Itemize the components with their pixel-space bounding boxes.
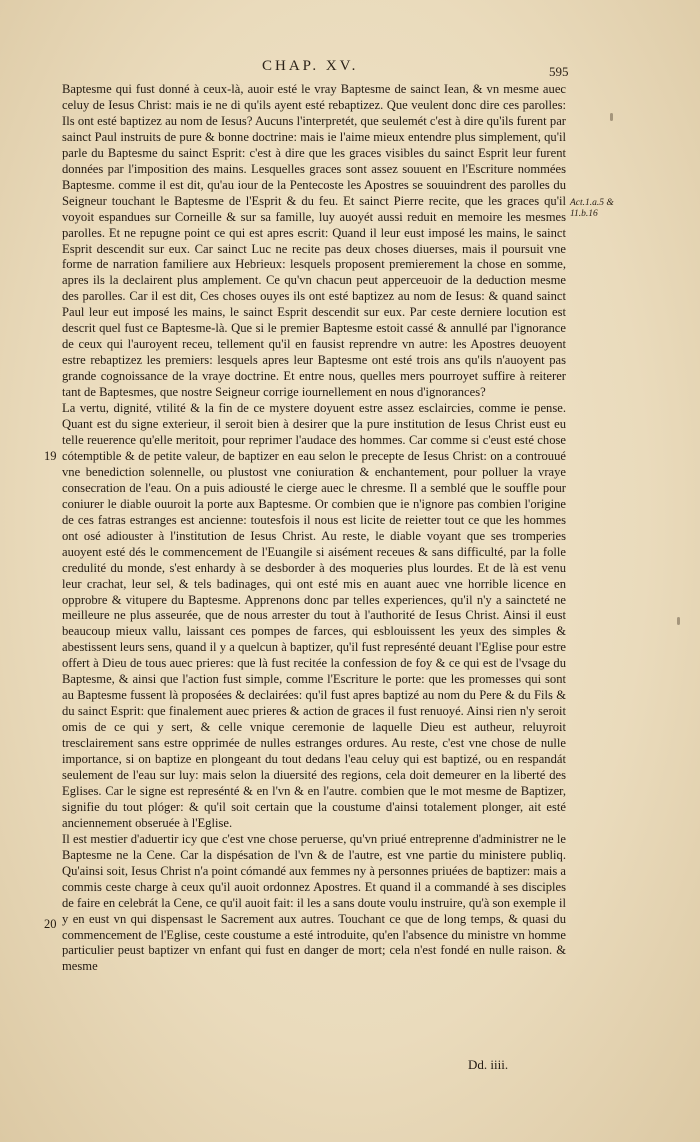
signature-mark: Dd. iiii. — [468, 1057, 509, 1072]
paragraph-3: Il est mestier d'aduertir icy que c'est vne chose peruerse, qu'vn priué entreprenne d'administrer ne le Baptesme ne la Cene. Car la dispésation de l'vn & de l'autre, est vne partie du ministere publiq. Qu'ainsi soit, Iesus Christ n'a point cómandé aux femmes ny à personnes priuées de baptizer: mais a commis ceste charge à ceux qu'il auoit ordonnez Apostres. Et quand il a commandé à ses disciples de faire en celebrát la Cene, ce qu'il auoit fait: il les a sans doute voulu instruire, qu'à son exemple il y en eust vn qui dispensast le Sacrement aux autres. Touchant ce que de long temps, & quasi du commencement de l'Eglise, ceste coustume a esté introduite, qu'en l'absence du ministre vn homme particulier peust baptizer vn enfant qui fust en danger de mort; cela n'est fondé en nulle raison. & mesme — [62, 831, 566, 974]
margin-reference: Act.1.a.5 & 11.b.16 — [570, 198, 614, 219]
margin-blemish — [677, 617, 680, 625]
paragraph-2: La vertu, dignité, vtilité & la fin de ce mystere doyuent estre assez esclaircies, comme ie pense. Quant est du signe exterieur, il seroit bien à desirer que la pure institution de Iesus Christ eust eu telle reuerence qu'elle meritoit, pour reprimer l'audace des hommes. Car comme si c'eust esté chose cótemptible & de petite valeur, de baptizer en eau selon le precepte de Iesus Christ: on a controuué vne benediction solennelle, ou plustost vne coniuration & enchantement, pour polluer la vraye consecration de l'eau. On a puis adiousté le cierge auec le chresme. Il a semblé que le souffle pour coniurer le diable ouuroit la porte aux Baptesme. Or combien que ie n'ignore pas combien l'origine de ces fatras estranges est ancienne: toutesfois il nous est licite de reietter tout ce que les hommes ont osé adiouster à l'institution de Iesus Christ. Au reste, le diable voyant que ses tromperies auoyent esté dés le commencement de l'Euangile si aisément receues & sans difficulté, par la folle credulité du monde, s'est enhardy à se desborder à des moqueries plus lourdes. Et de là est venu leur crachat, leur sel, & tels badinages, qui ont esté mis en auant auec vne horrible licence en opprobre & vitupere du Baptesme. Apprenons donc par telles experiences, qu'il n'y a saincteté ne meilleure ne plus asseurée, que de nous arrester du tout à l'authorité de Iesus Christ. Ainsi il eust beaucoup mieux vallu, laissant ces pompes de farces, qui esblouissent les yeux des simples & abestissent leurs sens, quand il y a quelcun à baptizer, qu'il fust represénté deuant l'Eglise pour estre offert à Dieu de tous auec prieres: que là fust recitée la confession de foy & ce qui est de l'vsage du Baptesme, & ainsi que l'action fust simple, comme l'Escriture le porte: que les promesses qui sont au Baptesme fussent là proposées & declairées: qu'il fust apres baptizé au nom du Pere & du Fils & du sainct Esprit: que finalement auec prieres & action de graces il fust renuoyé. Ainsi rien n'y seroit omis de ce qui y sert, & celle vnique ceremonie de laquelle Dieu est autheur, reluyroit tresclairement sans estre opprimée de nulles estranges ordures. Au reste, c'est vne chose de nulle importance, si on baptize en plongeant du tout dedans l'eau celuy qui est baptizé, ou en respandát seulement de l'eau sur luy: mais selon la diuersité des regions, cela doit demeurer en la liberté des Eglises. Car le signe est represénté & en l'vn & en l'autre. combien que le mot mesme de Baptizer, signifie du tout plóger: & qu'il soit certain que la coustume d'ainsi totalement plonger, ait esté anciennement obseruée à l'Eglise. — [62, 401, 566, 830]
paragraph-number-19: 19 — [44, 449, 57, 463]
paragraph-number-20: 20 — [44, 917, 57, 931]
running-head: CHAP. XV. — [262, 58, 359, 74]
paragraph-1: Baptesme qui fust donné à ceux-là, auoir esté le vray Baptesme de sainct Iean, & vn mesme auec celuy de Iesus Christ: mais ie ne di qu'ils ayent esté rebaptizez. Que veulent donc dire ces parolles: Ils ont esté baptizez au nom de Iesus? Aucuns l'interpretét, que seulemét c'est à dire qu'ils furent par sainct Paul instruits de pure & bonne doctrine: mais ie l'aime mieux entendre plus simplement, qu'il parle du Baptesme du sainct Esprit: c'est à dire que les graces visibles du sainct Esprit leur furent données par l'imposition des mains. Lesquelles graces sont assez souuent en l'Escriture nommées Baptesme. comme il est dit, qu'au iour de la Pentecoste les Apostres se souuindrent des parolles du Seigneur touchant le Baptesme de l'Esprit & du feu. Et sainct Pierre recite, que les graces qu'il voyoit espandues sur Corneille & sur sa famille, luy auoyét aussi reduit en memoire les mesmes parolles. Et ne repugne point ce qui est apres escrit: Quand il leur eust imposé les mains, le sainct Esprit descendit sur eux. Car sainct Luc ne recite pas deux choses diuerses, mais il poursuit vne forme de narration familiere aux Hebrieux: lesquels proposent premierement la chose en somme, apres ils la declairent plus amplement. Ce qu'vn chacun peut apperceuoir de la deduction mesme des parolles. Car il est dit, Ces choses ouyes ils ont esté baptizez au nom de Iesus: & quand sainct Paul leur eut imposé les mains, le sainct Esprit descendit sur eux. Par ceste derniere locution est descrit quel fust ce Baptesme-là. Que si le premier Baptesme estoit cassé & annullé par l'ignorance de ceux qui l'auroyent receu, tellement qu'il en fausist reprendre vn autre: les Apostres deuoyent estre rebaptizez les premiers: lesquels apres leur Baptesme ont esté trois ans qu'ils n'auoyent pas grande cognoissance de la vraye doctrine. Et entre nous, quelles mers pourroyet suffire à reiterer tant de Baptesmes, que nostre Seigneur corrige iournellement en nous d'ignorances? — [62, 82, 566, 400]
page-number: 595 — [549, 64, 569, 79]
body-text — [62, 82, 566, 975]
page-header — [0, 58, 700, 82]
margin-blemish — [610, 113, 613, 121]
